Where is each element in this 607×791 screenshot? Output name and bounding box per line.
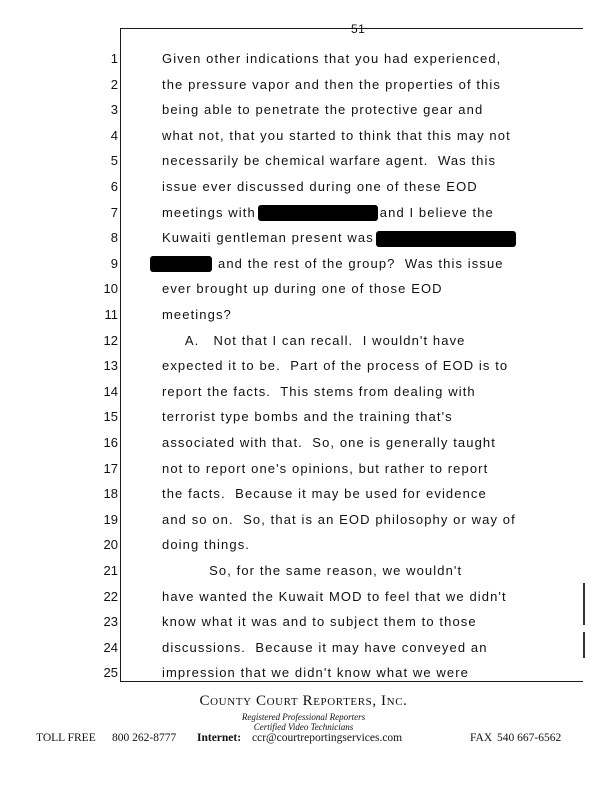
line-number: 17 [103,460,118,476]
line-text: know what it was and to subject them to those [162,614,477,630]
line-text-part: Kuwaiti gentleman present was [162,230,374,246]
redaction-bar [376,231,516,247]
line-text: ever brought up during one of those EOD [162,281,443,297]
line-number: 23 [103,614,118,630]
line-number: 24 [103,639,118,655]
line-number: 12 [103,332,118,348]
line-text: terrorist type bombs and the training that's [162,409,453,425]
line-text: the pressure vapor and then the properties of this [162,76,502,92]
line-text: not to report one's opinions, but rather to report [162,460,489,476]
line-number: 5 [110,153,118,169]
line-text: being able to penetrate the protective gear and [162,102,484,118]
tollfree-label: TOLL FREE [36,732,96,744]
line-text: report the facts. This stems from dealing with [162,383,476,399]
tollfree-number: 800 262-8777 [112,732,177,744]
line-text: issue ever discussed during one of these EOD [162,179,478,194]
line-number: 20 [103,537,118,553]
margin-mark [583,632,585,658]
line-text: and so on. So, that is an EOD philosophy or way of [162,511,516,527]
line-number: 9 [110,255,118,271]
line-text [162,205,494,222]
footer-company-name: County Court Reporters, Inc. [199,693,408,709]
line-number: 21 [103,563,118,578]
line-number: 18 [103,486,118,502]
line-text: expected it to be. Part of the process of EOD is to [162,358,509,374]
line-text: A. Not that I can recall. I wouldn't have [162,332,466,348]
line-text: have wanted the Kuwait MOD to feel that we didn't [162,588,507,604]
line-text-part: and the rest of the group? Was this issue [218,255,504,271]
fax-label: FAX [470,732,493,744]
line-number: 2 [110,76,118,92]
line-number: 1 [110,51,118,66]
footer-subtitle: Registered Professional Reporters [241,712,366,722]
line-text: associated with that. So, one is generally taught [162,435,496,450]
line-number: 13 [103,358,118,374]
line-number: 11 [104,307,118,322]
redaction-bar [258,205,378,221]
line-text: meetings? [162,307,232,322]
internet-label: Internet: [197,732,242,744]
line-number: 19 [103,511,118,527]
line-text [162,230,518,247]
line-number: 15 [103,409,118,425]
fax-number: 540 667-6562 [497,732,562,744]
line-number: 3 [110,102,118,118]
footer-subtitle: Certified Video Technicians [253,722,354,732]
line-text: what not, that you started to think that this may not [162,127,511,143]
line-number: 25 [103,665,118,681]
line-number: 16 [103,435,118,450]
redaction-bar [150,256,212,272]
line-text: Given other indications that you had experienced, [162,51,502,66]
line-number: 6 [110,179,118,194]
margin-mark [583,583,585,625]
line-number: 8 [110,230,118,246]
internet-address[interactable]: ccr@courtreportingservices.com [252,732,403,744]
line-number: 7 [110,204,118,220]
line-number: 4 [110,127,118,143]
page-number: 51 [351,22,366,36]
line-text-part: and I believe the [379,204,494,220]
line-text: discussions. Because it may have conveyed an [162,639,488,655]
line-text: doing things. [162,537,251,553]
line-number: 10 [103,281,118,297]
line-text: necessarily be chemical warfare agent. Was this [162,153,497,169]
line-text: So, for the same reason, we wouldn't [162,563,463,578]
transcript-frame [120,28,583,682]
line-number: 14 [103,383,118,399]
line-number: 22 [103,588,118,604]
line-text [148,256,504,273]
line-text-part: meetings with [162,204,256,220]
line-text: the facts. Because it may be used for evidence [162,486,487,502]
line-text: impression that we didn't know what we were [162,665,470,681]
